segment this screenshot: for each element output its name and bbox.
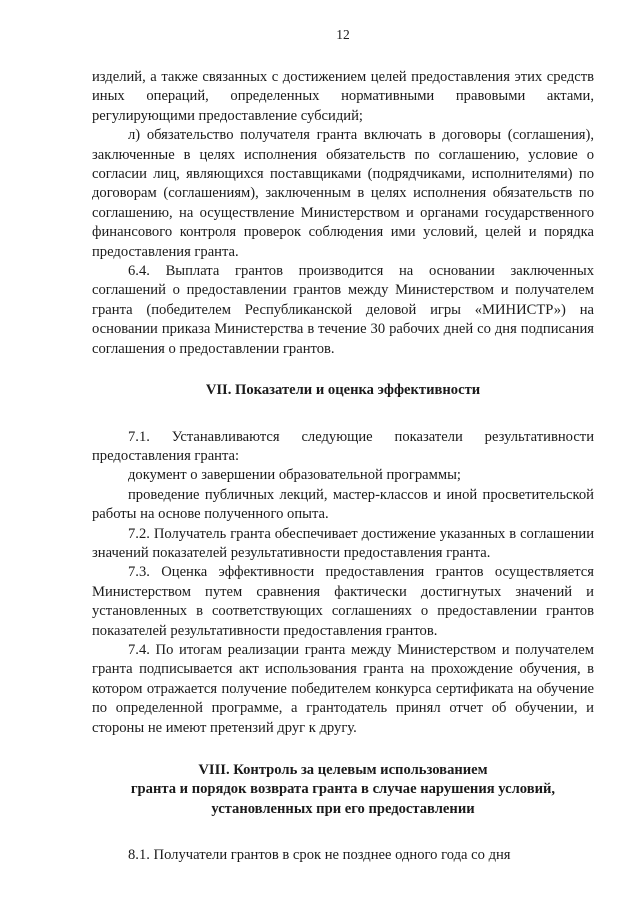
- section-7-heading: VII. Показатели и оценка эффективности: [205, 382, 481, 399]
- spacer: [92, 359, 594, 381]
- paragraph-7-3: 7.3. Оценка эффективности предоставления грантов осуществляется Министерством путем сравнения фактически достигнутых значений и установленных в соответствующих соглашениях о предоставлении грантов показателей результативности предоставления грантов.: [92, 564, 594, 639]
- paragraph-6-4: 6.4. Выплата грантов производится на основании заключенных соглашений о предоставлении грантов между Министерством и получателем гранта (победителем Республиканской деловой игры «МИНИСТР») на основании приказа Министерства в течение 30 рабочих дней со дня подписания соглашения о предоставлении грантов.: [92, 263, 594, 357]
- paragraph-7-1-item-2: проведение публичных лекций, мастер-классов и иной просветительской работы на основе полученного опыта.: [92, 486, 594, 523]
- spacer: [92, 819, 594, 846]
- paragraph-8-1: 8.1. Получатели грантов в срок не позднее одного года со дня: [128, 847, 511, 864]
- paragraph-7-1: 7.1. Устанавливаются следующие показатели результативности предоставления гранта:: [92, 428, 594, 464]
- paragraph-7-4: 7.4. По итогам реализации гранта между Министерством и получателем гранта подписывается акт использования гранта на прохождение обучения, в котором отражается получение победителем конкурса сертификата на обучение по определенной программе, а грантодатель принял отчет об обучении, и стороны не имеют претензий друг к другу.: [92, 641, 594, 736]
- paragraph-7-1-item-1: документ о завершении образовательной программы;: [128, 467, 461, 484]
- document-page: [92, 26, 594, 886]
- section-8-heading-line-3: установленных при его предоставлении: [211, 800, 475, 817]
- paragraph-item-l: л) обязательство получателя гранта включать в договоры (соглашения), заключенные в целях исполнения обязательств по соглашению, условие о согласии лиц, являющихся поставщиками (подрядчиками, исполнителями) по договорам (соглашениям), заключенным в целях исполнения обязательств по соглашению, на осуществление Министерством и органами государственного финансового контроля проверок соблюдения ими условий, целей и порядка предоставления гранта.: [92, 127, 594, 260]
- section-8-heading: [92, 761, 594, 819]
- spacer: [92, 401, 594, 428]
- page-number: 12: [336, 27, 350, 42]
- paragraph-continuation: изделий, а также связанных с достижением целей предоставления этих средств иных операций, определенных нормативными правовыми актами, регулирующими предоставление субсидий;: [92, 69, 594, 124]
- section-8-heading-line-1: VIII. Контроль за целевым использованием: [198, 762, 488, 778]
- paragraph-7-2: 7.2. Получатель гранта обеспечивает достижение указанных в соглашении значений показателей результативности предоставления гранта.: [92, 525, 594, 561]
- section-8-heading-line-2: гранта и порядок возврата гранта в случае нарушения условий,: [130, 781, 556, 798]
- spacer: [92, 738, 594, 761]
